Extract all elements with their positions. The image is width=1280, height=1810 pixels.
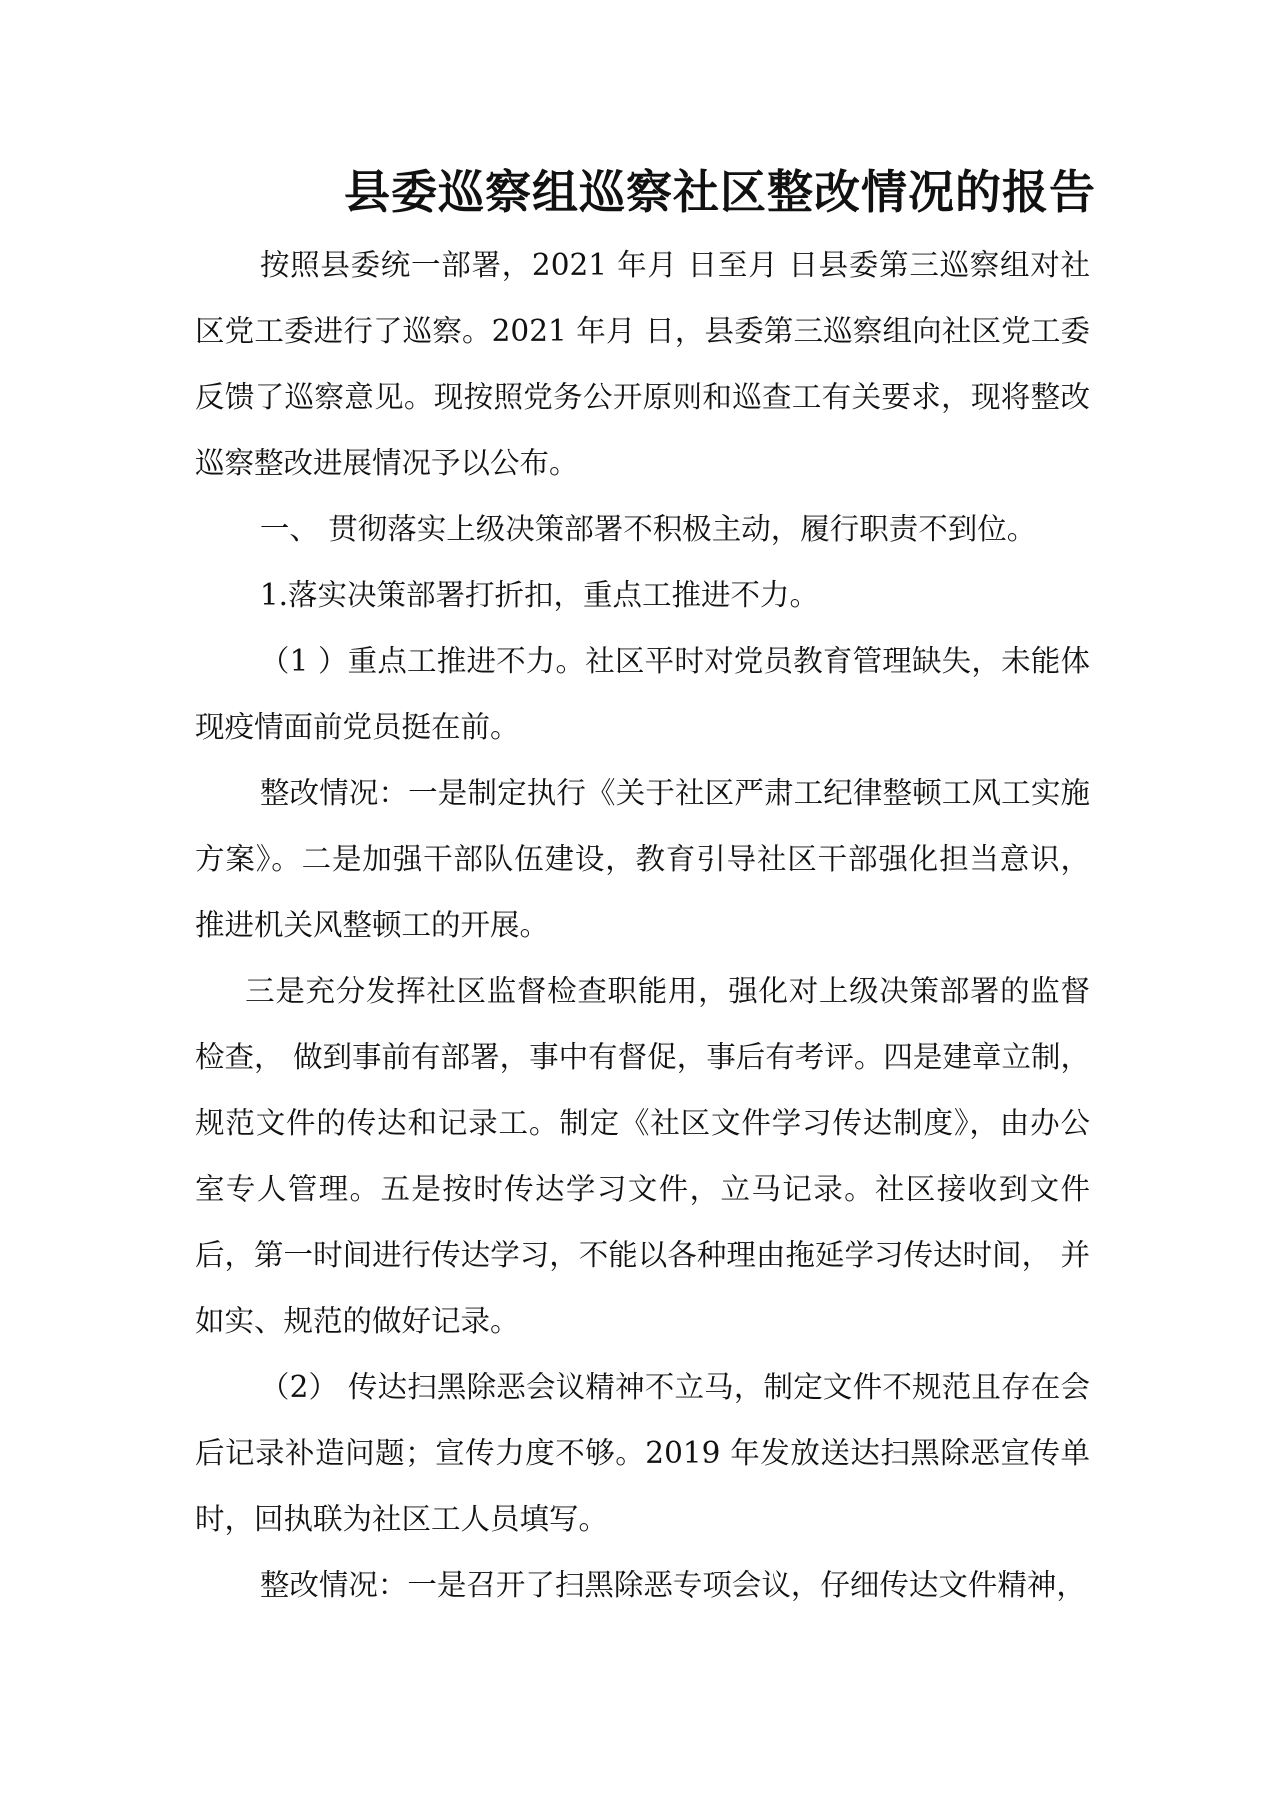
document-title: 县委巡察组巡察社区整改情况的报告: [344, 165, 1096, 219]
paragraph-rectification-1-continued: 三是充分发挥社区监督检查职能用，强化对上级决策部署的监督检查， 做到事前有部署，事中有督促，事后有考评。四是建章立制，规范文件的传达和记录工。制定《社区文件学习传达制度》，由办公室专人管理。五是按时传达学习文件，立马记录。社区接收到文件后，第一时间进行传达学习，不能以各种理由拖延学习传达时间， 并如实、规范的做好记录。: [195, 974, 1090, 1338]
paragraph-subsection-1-heading: 1.落实决策部署打折扣，重点工推进不力。: [259, 578, 820, 612]
document-body: [195, 232, 1090, 1618]
paragraph-item-1: （1 ）重点工推进不力。社区平时对党员教育管理缺失，未能体现疫情面前党员挺在前。: [195, 644, 1090, 744]
paragraph-intro: 按照县委统一部署，2021 年月 日至月 日县委第三巡察组对社区党工委进行了巡察。2021 年月 日，县委第三巡察组向社区党工委反馈了巡察意见。现按照党务公开原则和巡查工有关要求，现将整改巡察整改进展情况予以公布。: [195, 248, 1090, 480]
paragraph-section-1-heading: 一、 贯彻落实上级决策部署不积极主动，履行职责不到位。: [259, 512, 1037, 546]
paragraph-rectification-1: 整改情况：一是制定执行《关于社区严肃工纪律整顿工风工实施方案》。二是加强干部队伍建设，教育引导社区干部强化担当意识，推进机关风整顿工的开展。: [195, 776, 1090, 942]
paragraph-item-2: （2） 传达扫黑除恶会议精神不立马，制定文件不规范且存在会后记录补造问题；宣传力度不够。2019 年发放送达扫黑除恶宣传单时，回执联为社区工人员填写。: [195, 1370, 1090, 1536]
paragraph-rectification-2: 整改情况：一是召开了扫黑除恶专项会议，仔细传达文件精神，: [259, 1568, 1086, 1602]
